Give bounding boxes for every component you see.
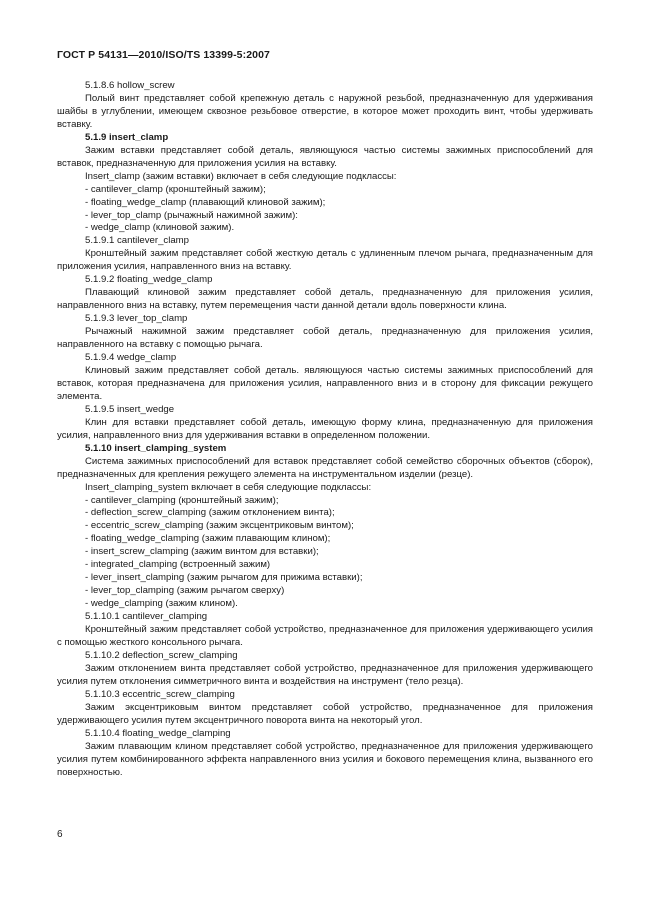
text-line: Insert_clamping_system включает в себя следующие подклассы: xyxy=(85,481,372,493)
text-line: 5.1.10.4 floating_wedge_clamping xyxy=(85,727,231,739)
paragraph: Клиновый зажим представляет собой деталь. являющуюся частью системы зажимных приспособлений для вставок, которая предназначена для приложения усилия, направленного вниз и в сторону для фиксации режущего элемента. xyxy=(57,364,593,402)
document-body xyxy=(57,80,593,779)
paragraph: Система зажимных приспособлений для вставок представляет собой семейство сборочных объектов (сборок), предназначенных для крепления режущего элемента на инструментальном изделии (резце). xyxy=(57,455,593,480)
paragraph: Зажим вставки представляет собой деталь, являющуюся частью системы зажимных приспособлений для вставок, предназначенную для приложения усилия на вставку. xyxy=(57,144,593,169)
text-line: Insert_clamp (зажим вставки) включает в себя следующие подклассы: xyxy=(85,170,397,182)
paragraph: Кронштейный зажим представляет собой жесткую деталь с удлиненным плечом рычага, предназначенным для приложения усилия, направленного вниз на вставку. xyxy=(57,248,593,273)
text-line: 5.1.9.4 wedge_clamp xyxy=(85,352,177,364)
text-line: - cantilever_clamping (кронштейный зажим); xyxy=(85,494,279,506)
page-number: 6 xyxy=(57,829,63,840)
text-line: - cantilever_clamp (кронштейный зажим); xyxy=(85,183,266,195)
text-line: 5.1.10.2 deflection_screw_clamping xyxy=(85,649,238,661)
standard-header: ГОСТ Р 54131—2010/ISO/TS 13399-5:2007 xyxy=(57,49,270,61)
text-line: - wedge_clamp (клиновой зажим). xyxy=(85,222,235,234)
text-line: - floating_wedge_clamping (зажим плавающим клином); xyxy=(85,533,331,545)
text-line: 5.1.9.3 lever_top_clamp xyxy=(85,313,188,325)
text-line: 5.1.9.5 insert_wedge xyxy=(85,403,175,415)
paragraph: Плавающий клиновой зажим представляет собой деталь, предназначенную для приложения усилия, направленного вниз на вставку, путем перемещения части данной детали вдоль поверхности клина. xyxy=(57,287,593,312)
paragraph: Кронштейный зажим представляет собой устройство, предназначенное для приложения удерживающего усилия с помощью жесткого консольного рычага. xyxy=(57,624,593,648)
text-line: 5.1.10.3 eccentric_screw_clamping xyxy=(85,688,235,700)
text-line: - deflection_screw_clamping (зажим отклонением винта); xyxy=(85,507,335,519)
section-heading: 5.1.10 insert_clamping_system xyxy=(85,442,227,454)
paragraph: Рычажный нажимной зажим представляет собой деталь, предназначенную для приложения усилия, направленного на вставку с помощью рычага. xyxy=(57,326,593,351)
text-line: - eccentric_screw_clamping (зажим эксцентриковым винтом); xyxy=(85,520,354,532)
paragraph: Клин для вставки представляет собой деталь, имеющую форму клина, предназначенную для приложения усилия, направленного вниз для удерживания вставки в определенном положении. xyxy=(57,416,593,441)
text-line: - insert_screw_clamping (зажим винтом для вставки); xyxy=(85,546,319,558)
text-line: - integrated_clamping (встроенный зажим) xyxy=(85,559,271,571)
section-heading: 5.1.9 insert_clamp xyxy=(85,131,169,143)
text-line: - floating_wedge_clamp (плавающий клиновой зажим); xyxy=(85,196,326,208)
paragraph: Зажим плавающим клином представляет собой устройство, предназначенное для приложения удерживающего усилия путем комбинированного эффекта направленного вниз усилия и бокового перемещения клина, вызванного его поверхностью. xyxy=(57,740,593,778)
text-line: - lever_top_clamping (зажим рычагом сверху) xyxy=(85,585,285,597)
text-line: 5.1.9.2 floating_wedge_clamp xyxy=(85,274,213,286)
text-line: - lever_top_clamp (рычажный нажимной зажим): xyxy=(85,209,298,221)
text-line: - lever_insert_clamping (зажим рычагом для прижима вставки); xyxy=(85,572,363,584)
text-line: 5.1.10.1 cantilever_clamping xyxy=(85,611,208,623)
paragraph: Зажим отклонением винта представляет собой устройство, предназначенное для приложения удерживающего усилия путем отклонения симметричного винта и воздействия на инструмент (тело резца). xyxy=(57,662,593,687)
text-line: 5.1.9.1 cantilever_clamp xyxy=(85,235,189,247)
text-line: 5.1.8.6 hollow_screw xyxy=(85,80,175,91)
paragraph: Полый винт представляет собой крепежную деталь с наружной резьбой, предназначенную для удерживания шайбы в углублении, имеющем сквозное резьбовое отверстие, в которое может проходить винт, чтобы удерживать вставку. xyxy=(57,92,593,130)
text-line: - wedge_clamping (зажим клином). xyxy=(85,598,238,610)
paragraph: Зажим эксцентриковым винтом представляет собой устройство, предназначенное для приложения удерживающего усилия путем эксцентричного поворота винта на некоторый угол. xyxy=(57,701,593,726)
